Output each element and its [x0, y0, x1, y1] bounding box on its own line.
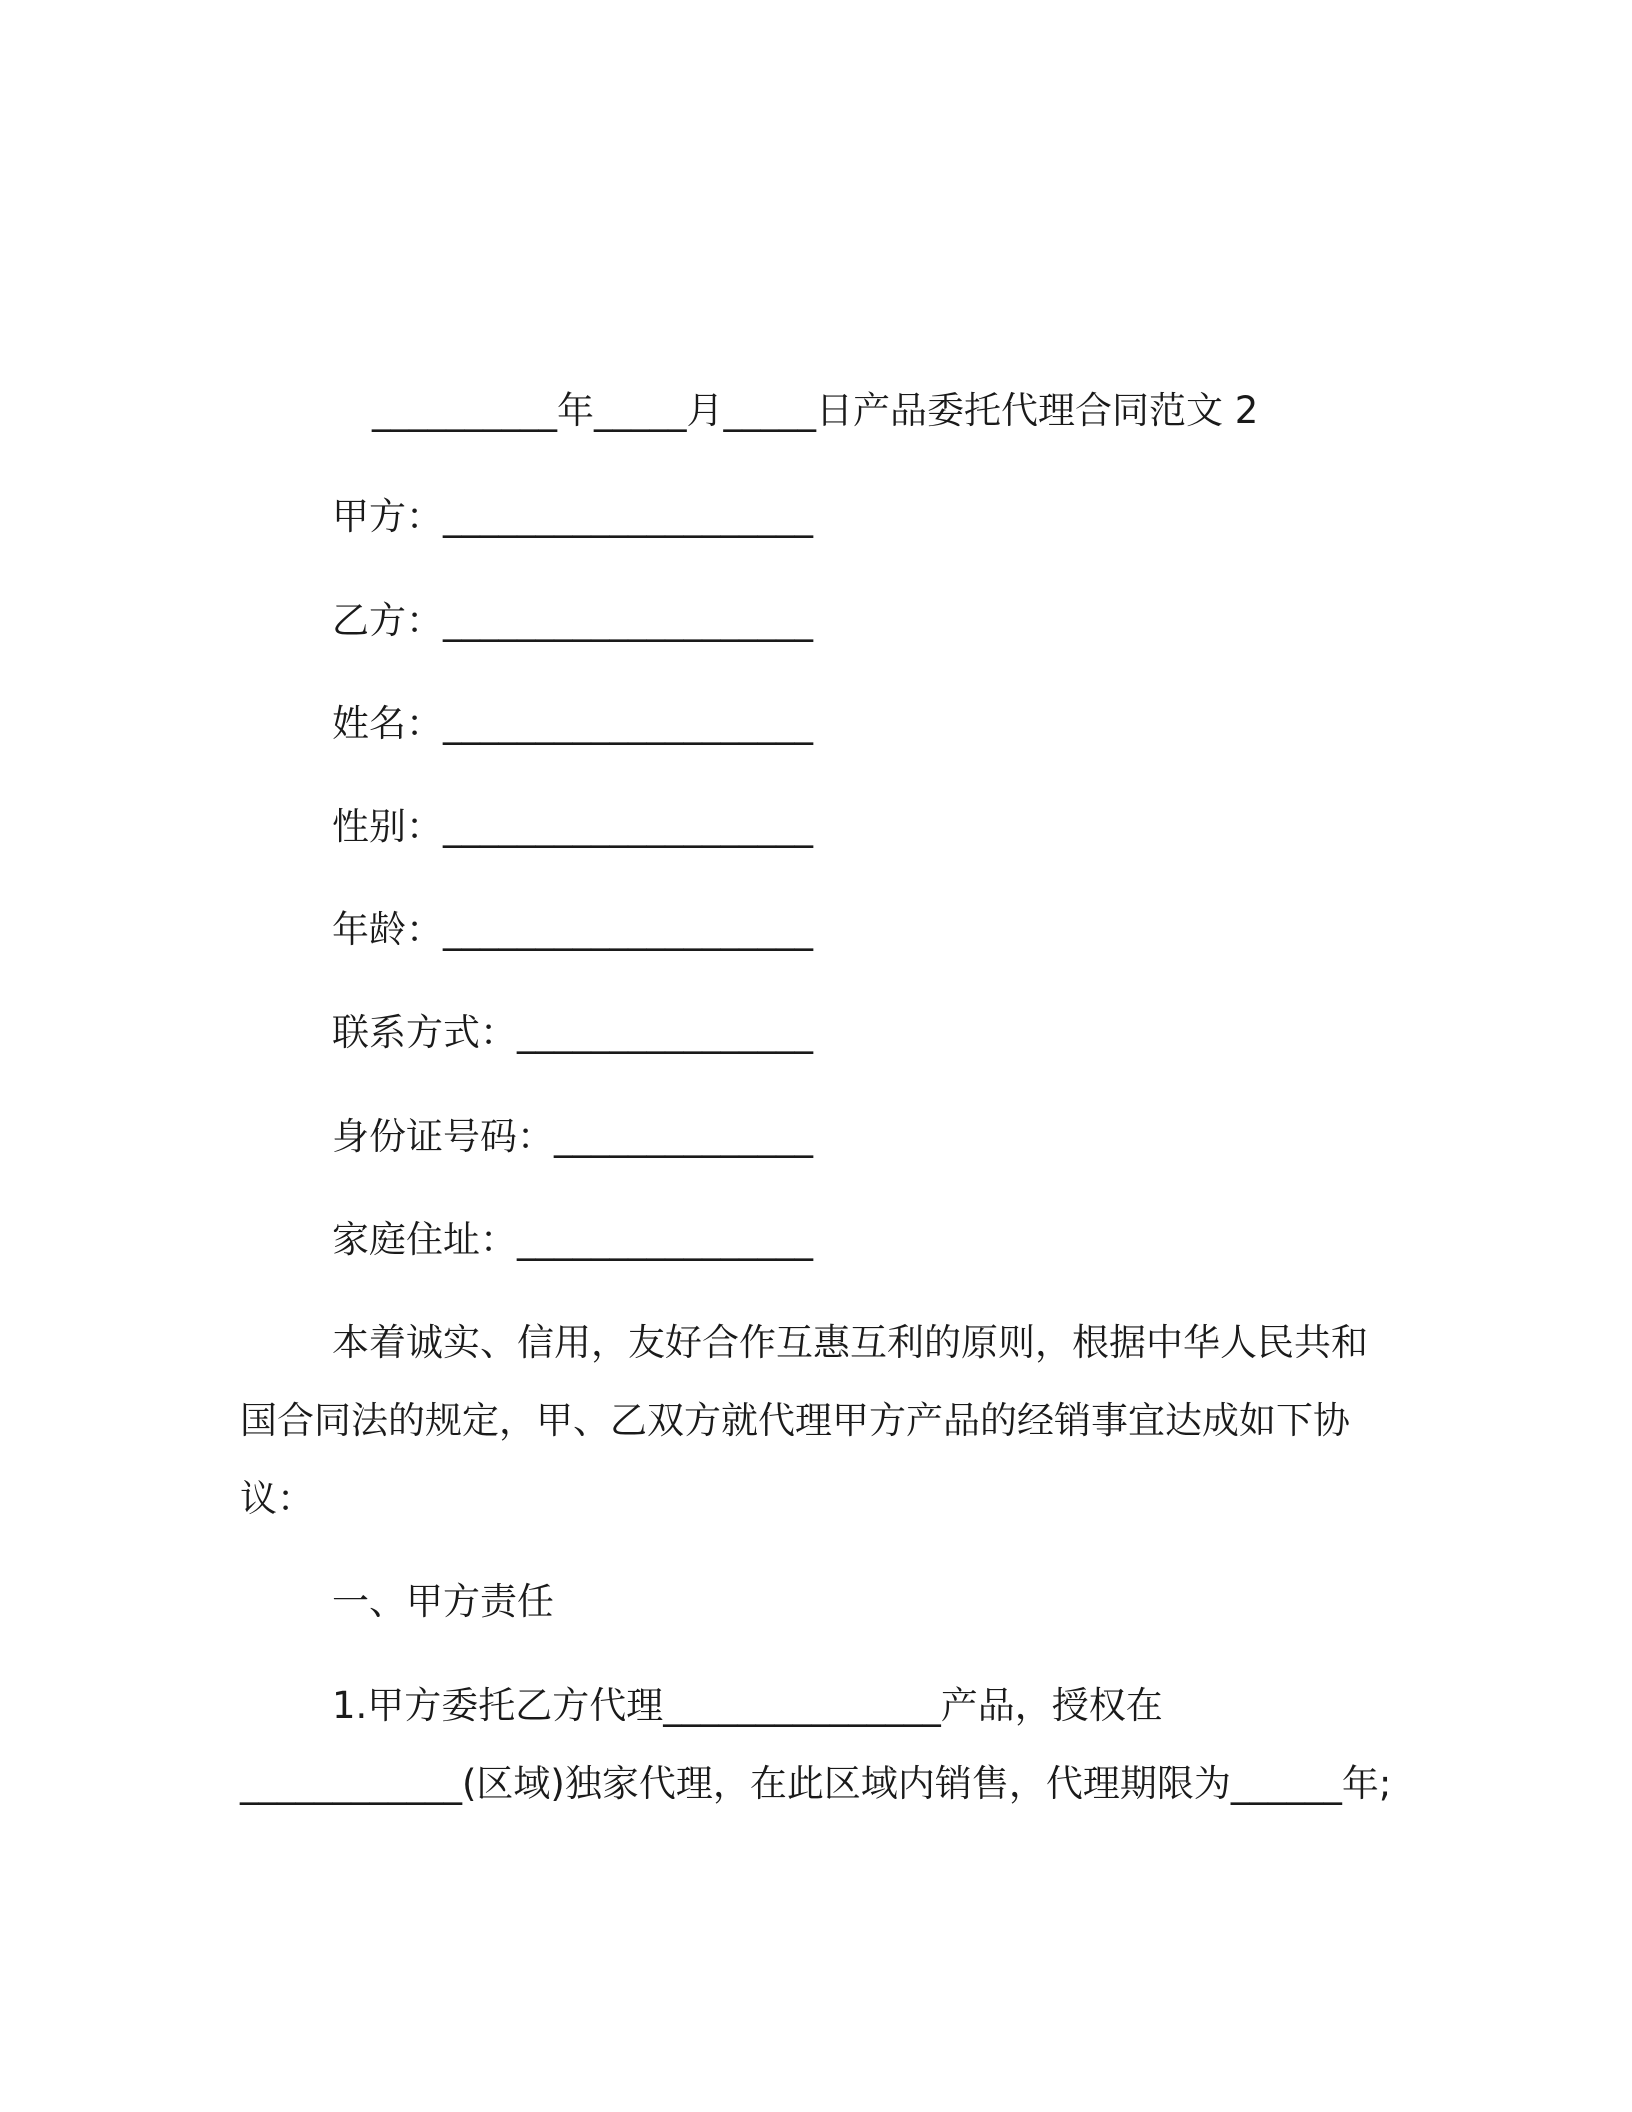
intro-paragraph-line: 议：	[240, 1477, 314, 1520]
field-party-b: 乙方：____________________	[332, 599, 813, 642]
field-home-address: 家庭住址：________________	[332, 1218, 813, 1261]
field-contact: 联系方式：________________	[332, 1011, 813, 1054]
field-party-a: 甲方：____________________	[332, 495, 813, 538]
intro-paragraph-line: 本着诚实、信用，友好合作互惠互利的原则，根据中华人民共和	[332, 1321, 1368, 1364]
document-title: __________年_____月_____日产品委托代理合同范文 2	[372, 389, 1259, 432]
clause-line: ____________(区域)独家代理，在此区域内销售，代理期限为______年;	[240, 1762, 1392, 1805]
field-name: 姓名：____________________	[332, 702, 813, 745]
field-gender: 性别：____________________	[332, 805, 813, 848]
clause-line: 1.甲方委托乙方代理_______________产品，授权在	[332, 1684, 1163, 1727]
section-heading: 一、甲方责任	[332, 1580, 554, 1623]
field-age: 年龄：____________________	[332, 908, 813, 951]
intro-paragraph-line: 国合同法的规定，甲、乙双方就代理甲方产品的经销事宜达成如下协	[240, 1399, 1350, 1442]
field-id-number: 身份证号码：______________	[332, 1115, 813, 1158]
